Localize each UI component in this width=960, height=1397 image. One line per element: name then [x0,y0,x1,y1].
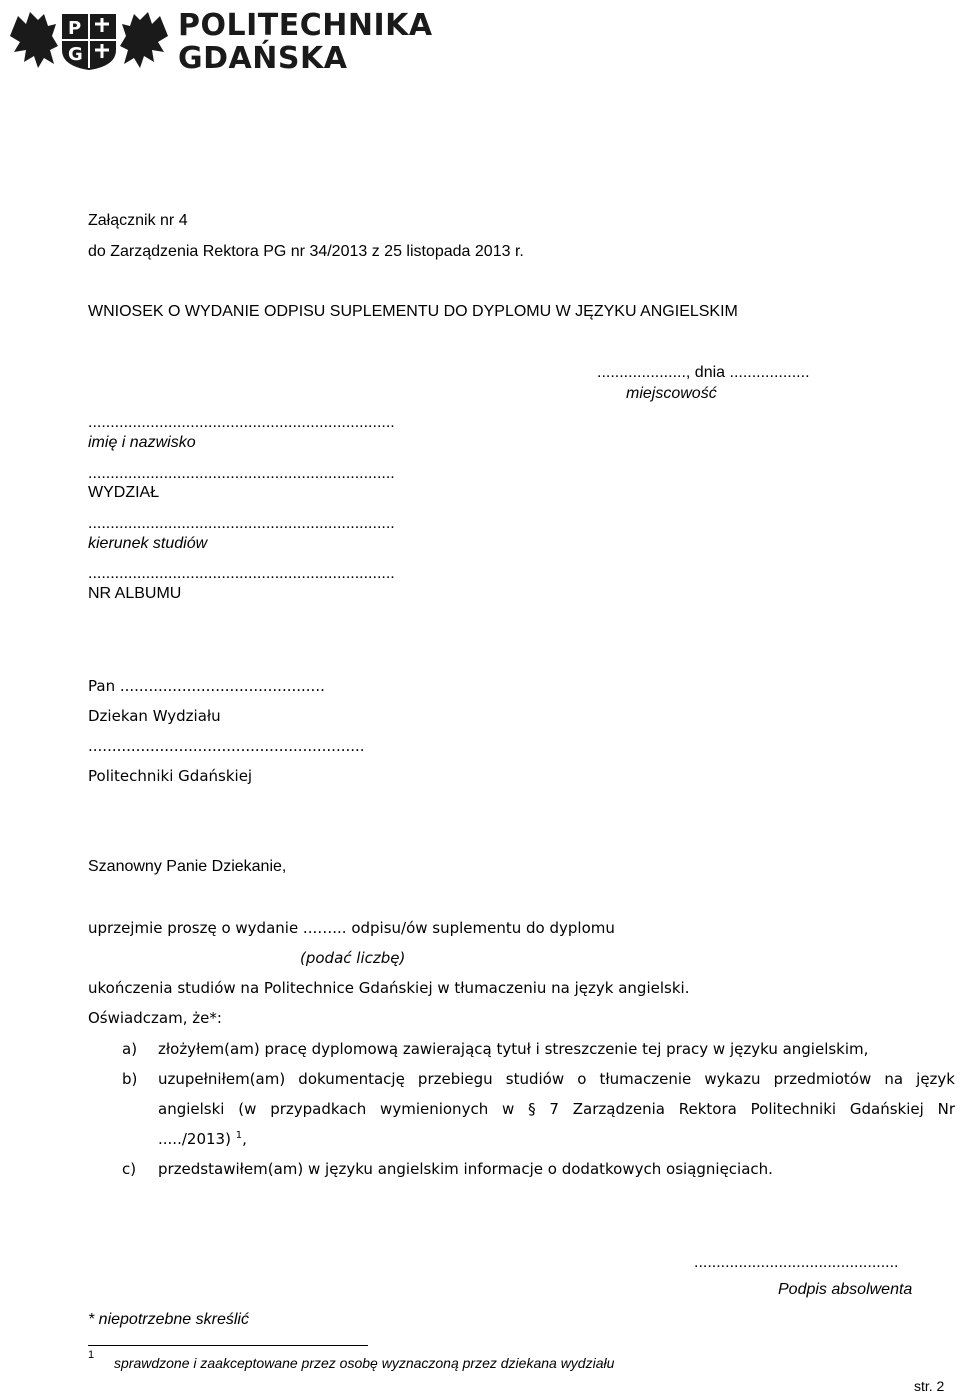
logo-text-line1: POLITECHNIKA [178,8,433,43]
logo-text-line2: GDAŃSKA [178,41,348,76]
emblem-letter-p: P [68,18,82,39]
request-note: (podać liczbę) [300,949,406,967]
declaration-intro: Oświadczam, że*: [88,1009,222,1027]
item-b-reference: ...../2013) [158,1130,231,1148]
place-date-field: ...................., dnia .................. [597,364,810,381]
addressee-line-4: Politechniki Gdańskiej [88,767,253,785]
strike-note: * niepotrzebne skreślić [88,1311,249,1328]
name-caption: imię i nazwisko [88,434,196,451]
salutation: Szanowny Panie Dziekanie, [88,858,287,875]
griffin-emblem-icon [4,6,174,72]
signature-caption: Podpis absolwenta [778,1281,913,1298]
signature-field: .............................................. [694,1254,899,1271]
footnote-text: sprawdzone i zaakceptowane przez osobę wyznaczoną przez dziekana wydziału [114,1355,615,1371]
album-number-caption: NR ALBUMU [88,585,182,602]
request-line-2: ukończenia studiów na Politechnice Gdańskiej w tłumaczeniu na język angielski. [88,979,690,997]
item-a-marker: a) [122,1040,138,1058]
name-field: ..................................................................... [88,414,395,431]
request-line-1: uprzejmie proszę o wydanie ...…... odpisu/ów suplementu do dyplomu [88,919,615,937]
item-b-marker: b) [122,1070,138,1088]
faculty-caption: WYDZIAŁ [88,484,160,501]
document-title: WNIOSEK O WYDANIE ODPISU SUPLEMENTU DO DYPLOMU W JĘZYKU ANGIELSKIM [88,303,738,320]
item-a-text: złożyłem(am) pracę dyplomową zawierającą tytuł i streszczenie tej pracy w języku angielskim, [158,1040,869,1058]
addressee-line-2: Dziekan Wydziału [88,707,221,725]
faculty-field: ..................................................................... [88,465,395,482]
footnote-reference: 1 [235,1130,243,1141]
page-number: str. 2 [914,1378,945,1394]
field-of-study-caption: kierunek studiów [88,535,208,552]
item-b-text-line-1: uzupełniłem(am) dokumentację przebiegu studiów o tłumaczenie wykazu przedmiotów na język [158,1070,955,1088]
footnote-separator [88,1345,368,1346]
university-logo [4,6,433,76]
attachment-reference: do Zarządzenia Rektora PG nr 34/2013 z 25 listopada 2013 r. [88,243,524,260]
item-b-tail: , [242,1130,247,1148]
attachment-number: Załącznik nr 4 [88,212,188,229]
emblem-letter-g: G [68,44,83,65]
item-b-text-line-2: angielski (w przypadkach wymienionych w § 7 Zarządzenia Rektora Politechniki Gdańskiej Nr [158,1100,955,1118]
field-of-study-field: ..................................................................... [88,515,395,532]
addressee-line-1: Pan ........................................... [88,677,325,695]
addressee-line-3: .......................................................... [88,737,365,755]
item-b-text-line-3 [158,1130,247,1148]
footnote-marker: 1 [88,1349,95,1361]
album-number-field: ..................................................................... [88,565,395,582]
item-c-text: przedstawiłem(am) w języku angielskim informacje o dodatkowych osiągnięciach. [158,1160,773,1178]
item-c-marker: c) [122,1160,137,1178]
place-caption: miejscowość [626,385,717,402]
